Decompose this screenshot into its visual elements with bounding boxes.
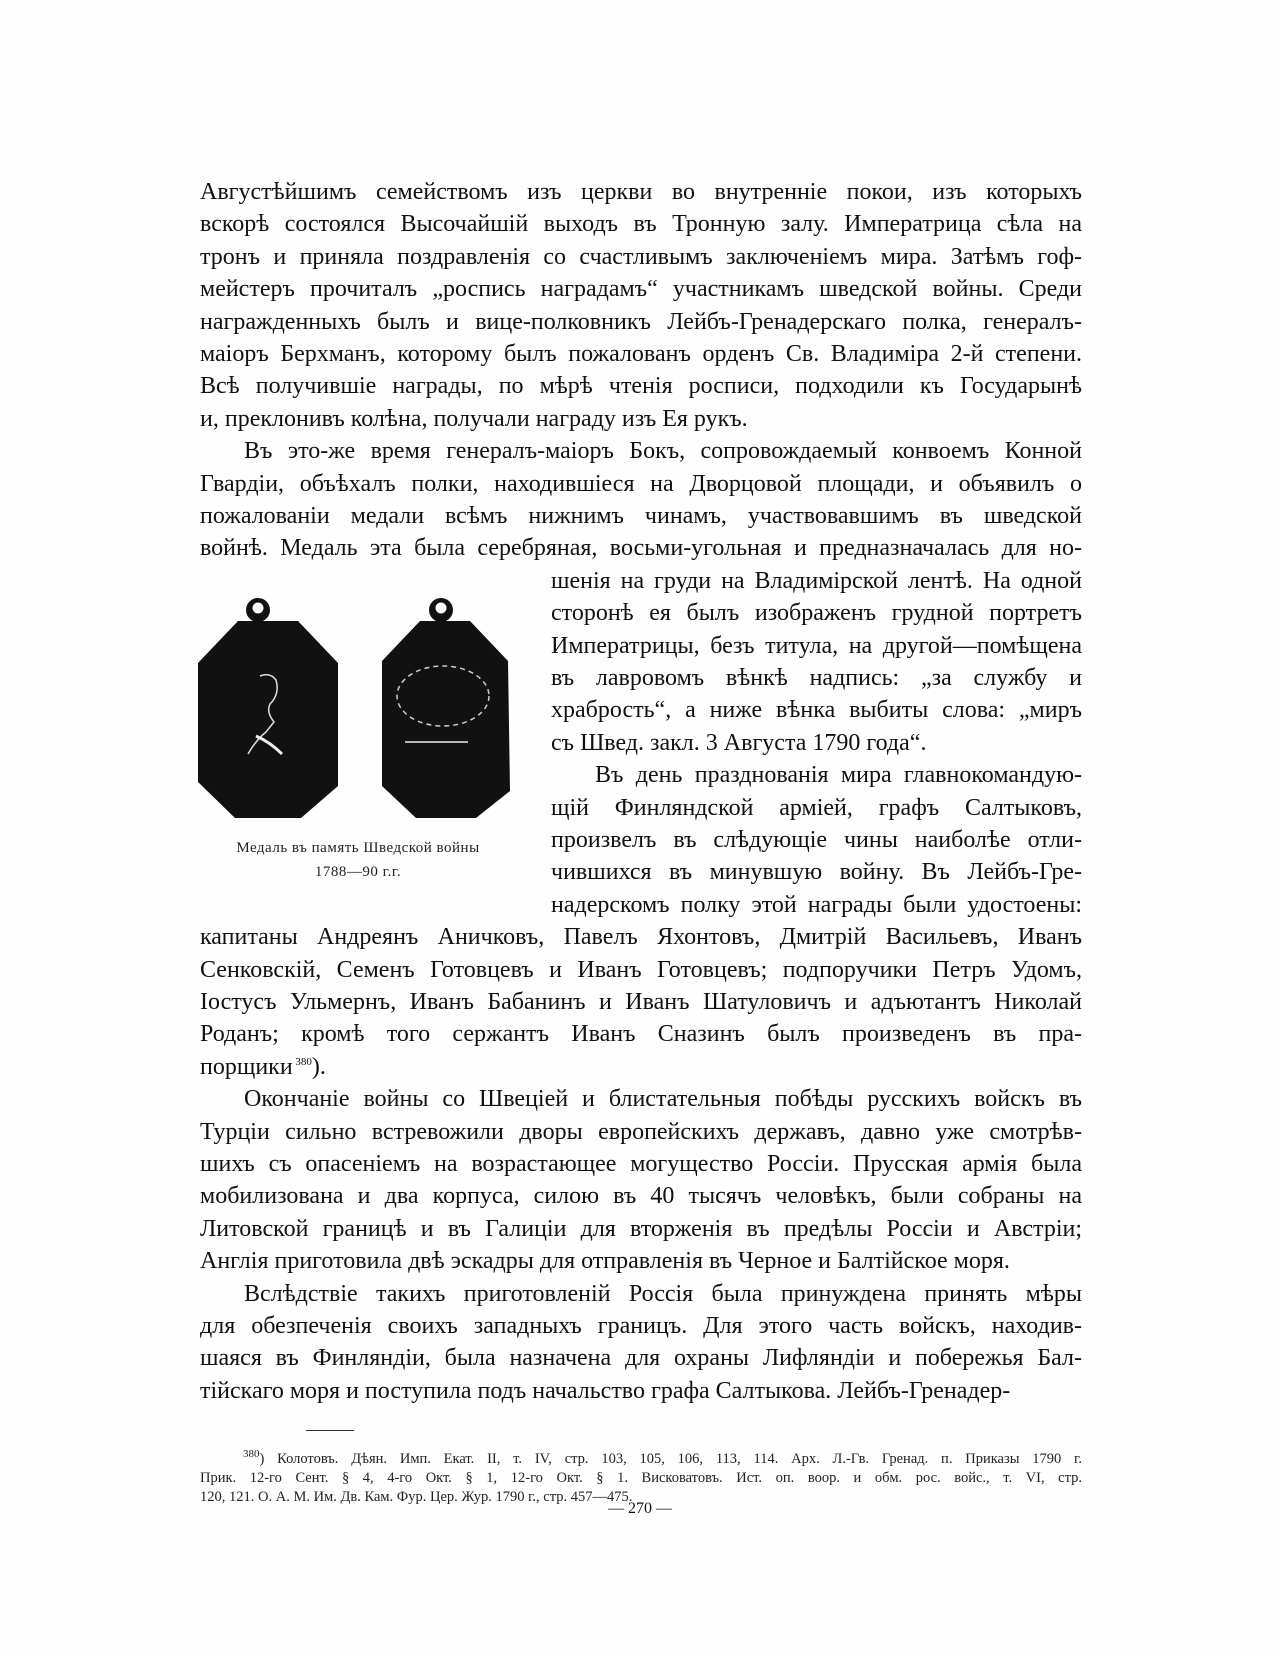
text-line-content: Императрицы, безъ титула, на другой—помѣщена — [551, 632, 1082, 659]
text-line — [200, 404, 1082, 434]
text-line — [200, 371, 1082, 401]
text-line — [200, 1117, 1082, 1147]
text-line — [551, 631, 1082, 661]
text-line — [200, 987, 1082, 1017]
text-line-content: Вслѣдствіе такихъ приготовленій Россія была принуждена принять мѣры — [244, 1280, 1082, 1307]
text-line — [551, 598, 1082, 628]
text-line — [551, 825, 1082, 855]
text-line — [551, 695, 1082, 725]
text-line-content: маіоръ Берхманъ, которому былъ пожалованъ орденъ Св. Владиміра 2-й степени. — [200, 341, 1082, 367]
text-line-content: и, преклонивъ колѣна, получали награду изъ Ея рукъ. — [200, 405, 748, 432]
text-line-content: щій Финляндской арміей, графъ Салтыковъ, — [551, 794, 1082, 821]
text-line — [551, 857, 1082, 887]
medal-illustration — [198, 586, 518, 821]
footnote-marker: 380 — [243, 1448, 260, 1461]
text-line-content: Литовской границѣ и въ Галиціи для вторженія въ предѣлы Россіи и Австріи; — [200, 1215, 1082, 1242]
text-line-content: тійскаго моря и поступила подъ начальство графа Салтыкова. Лейбъ-Гренадер- — [200, 1377, 1011, 1404]
text-line — [551, 728, 1082, 758]
text-line-content: Окончаніе войны со Швеціей и блистательныя побѣды русскихъ войскъ въ — [244, 1086, 1082, 1113]
text-line — [200, 209, 1082, 239]
text-line — [200, 339, 1082, 369]
text-line — [200, 307, 1082, 337]
text-line-content: пожалованіи медали всѣмъ нижнимъ чинамъ, участвовавшимъ въ шведской — [200, 503, 1082, 529]
text-line — [200, 1343, 1082, 1373]
text-line — [200, 242, 1082, 272]
text-line — [595, 760, 1082, 790]
text-line-content: Гвардіи, объѣхалъ полки, находившіеся на Дворцовой площади, и объявилъ о — [200, 470, 1082, 497]
footnote-divider — [306, 1430, 354, 1431]
text-line — [244, 1084, 1082, 1114]
text-line-content: войнѣ. Медаль эта была серебряная, восьми-угольная и предназначалась для но- — [200, 535, 1082, 562]
footnote-text: ) Колотовъ. Дѣян. Имп. Екат. II, т. IV, стр. 103, 105, 106, 113, 114. Арх. Л.-Гв. Гренад. п. Приказы 1790 г. — [259, 1451, 1082, 1467]
footnote-reference[interactable]: 380 — [292, 1055, 312, 1068]
text-line-content: Августѣйшимъ семействомъ изъ церкви во внутренніе покои, изъ которыхъ — [200, 179, 1082, 205]
text-line — [200, 1311, 1082, 1341]
text-line — [200, 533, 1082, 563]
text-line-content: Сенковскій, Семенъ Готовцевъ и Иванъ Готовцевъ; подпоручики Петръ Удомъ, — [200, 956, 1082, 983]
text-line-content: тронъ и приняла поздравленія со счастливымъ заключеніемъ мира. Затѣмъ гоф- — [200, 243, 1082, 270]
text-line-content: Въ день празднованія мира главнокомандую- — [595, 762, 1082, 789]
text-line-content: Всѣ получившіе награды, по мѣрѣ чтенія росписи, подходили къ Государынѣ — [200, 373, 1082, 400]
text-line-content: капитаны Андреянъ Аничковъ, Павелъ Яхонтовъ, Дмитрій Васильевъ, Иванъ — [200, 924, 1082, 951]
text-line-content: надерскомъ полку этой награды были удостоены: — [551, 891, 1082, 918]
text-line — [200, 1246, 1082, 1276]
text-line — [200, 1149, 1082, 1179]
figure-caption-line2: 1788—90 г.г. — [314, 864, 402, 880]
text-line-content: произвелъ въ слѣдующіе чины наиболѣе отли- — [551, 827, 1082, 853]
text-line-content: въ лавровомъ вѣнкѣ надпись: „за службу и — [551, 665, 1082, 691]
text-line — [551, 890, 1082, 920]
text-line-content: мобилизована и два корпуса, силою въ 40 тысячъ человѣкъ, были собраны на — [200, 1183, 1082, 1210]
footnote-text: Прик. 12-го Сент. § 4, 4-го Окт. § 1, 12-го Окт. § 1. Висковатовъ. Ист. оп. воор. и обм. рос. войс., т. VI, стр. — [200, 1470, 1082, 1486]
text-line-content: мейстеръ прочиталъ „роспись наградамъ“ участникамъ шведской войны. Среди — [200, 276, 1082, 303]
text-line-content: для обезпеченія своихъ западныхъ границъ. Для этого часть войскъ, находив- — [200, 1313, 1082, 1339]
text-line — [551, 566, 1082, 596]
text-line — [200, 469, 1082, 499]
footnote-text: 120, 121. О. А. М. Им. Дв. Кам. Фур. Цер. Жур. 1790 г., стр. 457—475. — [200, 1489, 633, 1505]
text-line-content: храбрость“, а ниже вѣнка выбиты слова: „миръ — [551, 697, 1082, 724]
page-number: — 270 — — [608, 1500, 672, 1517]
footnote-line — [243, 1450, 1082, 1468]
text-line-content: Турціи сильно встревожили дворы европейскихъ державъ, давно уже смотрѣв- — [200, 1118, 1082, 1145]
text-line — [200, 1376, 1082, 1406]
text-line — [200, 955, 1082, 985]
text-line-content: шенія на груди на Владимірской лентѣ. На одной — [551, 567, 1082, 594]
text-line — [244, 1279, 1082, 1309]
text-line — [551, 663, 1082, 693]
text-line-content: порщики — [200, 1053, 293, 1080]
text-line-content: Роданъ; кромѣ того сержантъ Иванъ Сназинъ былъ произведенъ въ пра- — [200, 1021, 1082, 1048]
text-line — [200, 1181, 1082, 1211]
text-line-content: Въ это-же время генералъ-маіоръ Бокъ, сопровождаемый конвоемъ Конной — [244, 438, 1082, 465]
text-line-content: награжденныхъ былъ и вице-полковникъ Лейбъ-Гренадерскаго полка, генералъ- — [200, 308, 1082, 335]
text-line-tail: ). — [311, 1053, 326, 1080]
text-line-content: сторонѣ ея былъ изображенъ грудной портретъ — [551, 600, 1082, 627]
footnote-line — [200, 1469, 1082, 1487]
text-line — [551, 793, 1082, 823]
text-line — [200, 1214, 1082, 1244]
text-line — [200, 177, 1082, 207]
text-line — [200, 501, 1082, 531]
text-line-content: съ Швед. закл. 3 Августа 1790 года“. — [551, 729, 927, 756]
medal-reverse — [382, 598, 510, 818]
text-line — [200, 1052, 1082, 1082]
text-line-content: шихъ съ опасеніемъ на возрастающее могущество Россіи. Прусская армія была — [200, 1151, 1082, 1177]
text-line — [200, 274, 1082, 304]
text-line-content: Іостусъ Ульмернъ, Иванъ Бабанинъ и Иванъ Шатуловичъ и адъютантъ Николай — [200, 989, 1082, 1015]
text-line — [200, 922, 1082, 952]
figure-caption-line1: Медаль въ память Шведской войны — [236, 840, 480, 856]
text-line-content: шаяся въ Финляндіи, была назначена для охраны Лифляндіи и побережья Бал- — [200, 1345, 1082, 1372]
medal-obverse — [198, 598, 338, 818]
text-line-content: Англія приготовила двѣ эскадры для отправленія въ Черное и Балтійское моря. — [200, 1248, 1010, 1275]
text-line-content: чившихся въ минувшую войну. Въ Лейбъ-Гре- — [551, 859, 1082, 886]
text-line — [244, 436, 1082, 466]
text-line-content: вскорѣ состоялся Высочайшій выходъ въ Тронную залу. Императрица сѣла на — [200, 211, 1082, 238]
text-line — [200, 1019, 1082, 1049]
